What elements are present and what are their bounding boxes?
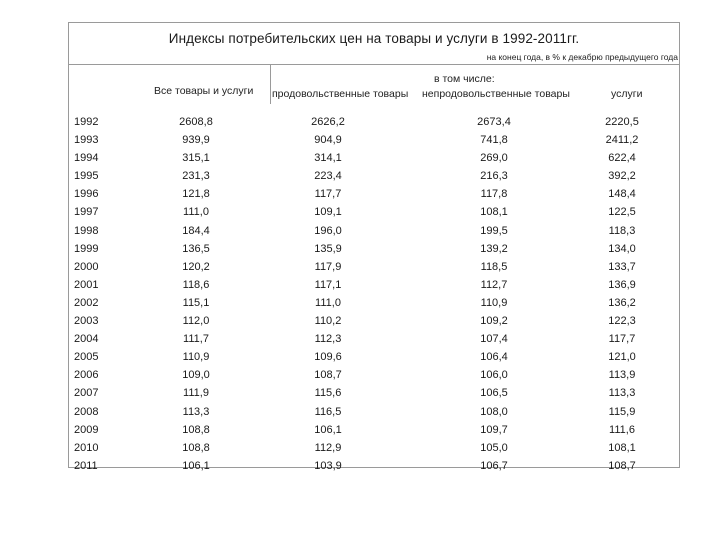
title-separator bbox=[68, 64, 680, 65]
all-cell: 112,0 bbox=[182, 315, 210, 328]
services-cell: 122,3 bbox=[608, 315, 636, 328]
services-cell: 108,7 bbox=[608, 459, 636, 472]
services-cell: 2411,2 bbox=[605, 134, 639, 147]
all-cell: 108,8 bbox=[182, 423, 210, 436]
food-cell: 115,6 bbox=[314, 387, 342, 400]
all-cell: 2608,8 bbox=[179, 116, 213, 128]
nonfood-cell: 741,8 bbox=[480, 134, 508, 147]
food-cell: 2626,2 bbox=[311, 116, 345, 128]
all-cell: 109,0 bbox=[182, 369, 210, 382]
services-cell: 115,9 bbox=[608, 405, 636, 418]
all-cell: 136,5 bbox=[182, 242, 210, 255]
table-row bbox=[68, 132, 680, 150]
year-cell: 1992 bbox=[74, 116, 99, 128]
table-row bbox=[68, 313, 680, 331]
food-cell: 103,9 bbox=[314, 459, 342, 472]
price-index-table bbox=[68, 22, 680, 472]
food-cell: 112,3 bbox=[314, 333, 342, 346]
food-cell: 117,7 bbox=[314, 188, 342, 201]
table-row bbox=[68, 168, 680, 186]
all-cell: 120,2 bbox=[182, 260, 210, 273]
table-row bbox=[68, 331, 680, 349]
table-row bbox=[68, 385, 680, 403]
year-cell: 1997 bbox=[74, 206, 99, 219]
services-cell: 133,7 bbox=[608, 260, 636, 273]
food-cell: 196,0 bbox=[314, 224, 342, 237]
nonfood-cell: 109,2 bbox=[480, 315, 508, 328]
services-cell: 113,9 bbox=[608, 369, 636, 382]
all-cell: 184,4 bbox=[182, 224, 210, 237]
services-cell: 121,0 bbox=[608, 351, 636, 364]
year-cell: 1994 bbox=[74, 152, 99, 165]
services-cell: 148,4 bbox=[608, 188, 636, 201]
all-cell: 111,9 bbox=[183, 387, 209, 400]
header-food: продовольственные товары bbox=[272, 88, 409, 100]
nonfood-cell: 106,7 bbox=[480, 459, 508, 472]
services-cell: 392,2 bbox=[608, 170, 636, 183]
year-cell: 2002 bbox=[74, 296, 99, 309]
food-cell: 117,1 bbox=[314, 278, 342, 291]
header-nonfood: непродовольственные товары bbox=[422, 88, 570, 100]
nonfood-cell: 106,0 bbox=[480, 369, 508, 382]
all-cell: 111,0 bbox=[183, 206, 209, 219]
all-cell: 231,3 bbox=[182, 170, 210, 183]
food-cell: 112,9 bbox=[314, 441, 342, 454]
table-row bbox=[68, 458, 680, 476]
year-cell: 2001 bbox=[74, 278, 99, 291]
services-cell: 136,2 bbox=[608, 296, 636, 309]
nonfood-cell: 110,9 bbox=[480, 296, 508, 309]
table-row bbox=[68, 422, 680, 440]
nonfood-cell: 269,0 bbox=[480, 152, 508, 165]
nonfood-cell: 139,2 bbox=[480, 242, 508, 255]
services-cell: 134,0 bbox=[608, 242, 636, 255]
services-cell: 111,6 bbox=[609, 423, 635, 436]
nonfood-cell: 112,7 bbox=[480, 278, 508, 291]
year-cell: 2003 bbox=[74, 315, 99, 328]
table-row bbox=[68, 223, 680, 241]
table-title: Индексы потребительских цен на товары и услуги в 1992-2011гг. bbox=[168, 31, 580, 46]
services-cell: 622,4 bbox=[608, 152, 636, 165]
food-cell: 109,1 bbox=[314, 206, 342, 219]
year-cell: 2011 bbox=[74, 459, 98, 472]
nonfood-cell: 106,4 bbox=[480, 351, 508, 364]
year-cell: 2004 bbox=[74, 333, 99, 346]
nonfood-cell: 118,5 bbox=[480, 260, 508, 273]
all-cell: 111,7 bbox=[183, 333, 209, 346]
all-cell: 121,8 bbox=[182, 188, 210, 201]
nonfood-cell: 106,5 bbox=[480, 387, 508, 400]
table-body bbox=[68, 114, 680, 476]
nonfood-cell: 216,3 bbox=[480, 170, 508, 183]
nonfood-cell: 108,0 bbox=[480, 405, 508, 418]
table-row bbox=[68, 277, 680, 295]
services-cell: 113,3 bbox=[608, 387, 636, 400]
nonfood-cell: 107,4 bbox=[480, 333, 508, 346]
food-cell: 135,9 bbox=[314, 242, 342, 255]
nonfood-cell: 2673,4 bbox=[477, 116, 511, 128]
table-row bbox=[68, 150, 680, 168]
table-row bbox=[68, 440, 680, 458]
services-cell: 117,7 bbox=[608, 333, 636, 346]
food-cell: 108,7 bbox=[314, 369, 342, 382]
year-cell: 1995 bbox=[74, 170, 99, 183]
nonfood-cell: 105,0 bbox=[480, 441, 508, 454]
table-subtitle: на конец года, в % к декабрю предыдущего года bbox=[486, 52, 678, 62]
table-row bbox=[68, 114, 680, 132]
all-cell: 110,9 bbox=[182, 351, 210, 364]
year-cell: 1998 bbox=[74, 224, 99, 237]
year-cell: 2009 bbox=[74, 423, 99, 436]
header-services: услуги bbox=[611, 88, 643, 100]
year-cell: 2008 bbox=[74, 405, 99, 418]
year-cell: 1996 bbox=[74, 188, 99, 201]
table-row bbox=[68, 404, 680, 422]
nonfood-cell: 109,7 bbox=[480, 423, 508, 436]
services-cell: 122,5 bbox=[608, 206, 636, 219]
year-cell: 2006 bbox=[74, 369, 99, 382]
services-cell: 136,9 bbox=[608, 278, 636, 291]
food-cell: 314,1 bbox=[314, 152, 342, 165]
nonfood-cell: 199,5 bbox=[480, 224, 508, 237]
table-border-top bbox=[68, 22, 680, 23]
year-cell: 2000 bbox=[74, 260, 99, 273]
all-cell: 108,8 bbox=[182, 441, 210, 454]
food-cell: 109,6 bbox=[314, 351, 342, 364]
nonfood-cell: 117,8 bbox=[480, 188, 508, 201]
all-cell: 939,9 bbox=[182, 134, 210, 147]
food-cell: 904,9 bbox=[314, 134, 342, 147]
table-row bbox=[68, 259, 680, 277]
services-cell: 108,1 bbox=[608, 441, 636, 454]
nonfood-cell: 108,1 bbox=[480, 206, 508, 219]
food-cell: 110,2 bbox=[314, 315, 342, 328]
header-all-goods: Все товары и услуги bbox=[154, 85, 254, 97]
all-cell: 106,1 bbox=[182, 459, 210, 472]
food-cell: 106,1 bbox=[314, 423, 342, 436]
all-cell: 315,1 bbox=[182, 152, 210, 165]
table-row bbox=[68, 295, 680, 313]
food-cell: 117,9 bbox=[314, 260, 342, 273]
table-row bbox=[68, 241, 680, 259]
services-cell: 2220,5 bbox=[605, 116, 639, 128]
all-cell: 118,6 bbox=[182, 278, 210, 291]
table-row bbox=[68, 204, 680, 222]
food-cell: 111,0 bbox=[315, 296, 341, 309]
table-row bbox=[68, 349, 680, 367]
year-cell: 2007 bbox=[74, 387, 99, 400]
year-cell: 1993 bbox=[74, 134, 99, 147]
food-cell: 223,4 bbox=[314, 170, 342, 183]
table-row bbox=[68, 186, 680, 204]
all-cell: 113,3 bbox=[182, 405, 210, 418]
year-cell: 2005 bbox=[74, 351, 99, 364]
year-cell: 1999 bbox=[74, 242, 99, 255]
all-cell: 115,1 bbox=[182, 296, 210, 309]
services-cell: 118,3 bbox=[608, 224, 636, 237]
header-including: в том числе: bbox=[434, 73, 495, 85]
header-separator bbox=[270, 64, 271, 104]
food-cell: 116,5 bbox=[314, 405, 342, 418]
year-cell: 2010 bbox=[74, 441, 99, 454]
table-row bbox=[68, 367, 680, 385]
